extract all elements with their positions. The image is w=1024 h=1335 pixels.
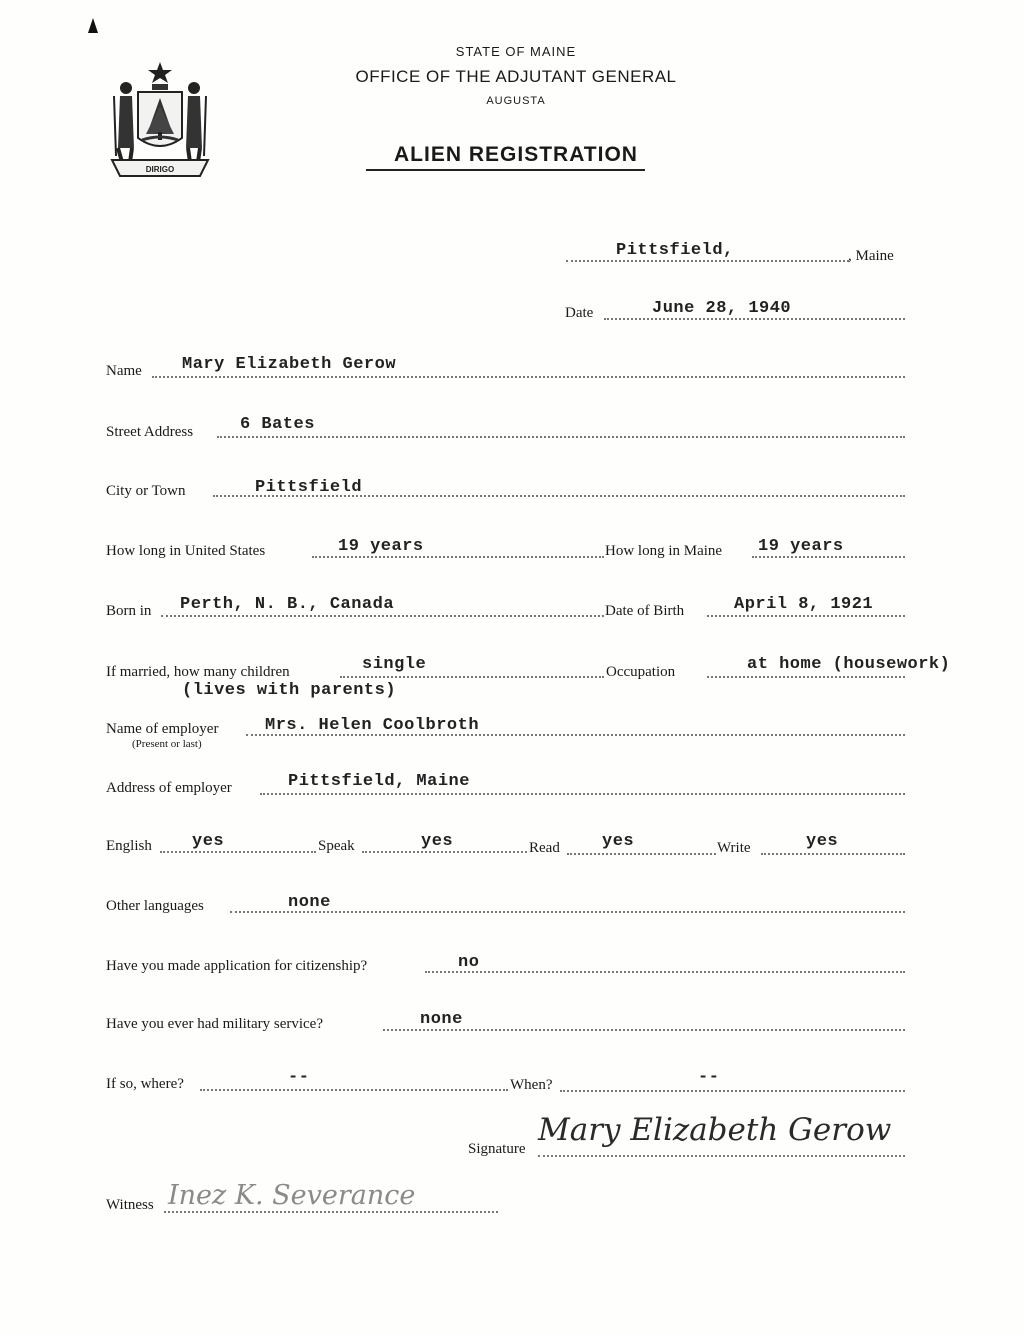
occupation-label: Occupation (606, 664, 676, 680)
dob-value: April 8, 1921 (734, 595, 874, 614)
maine-years-value: 19 years (758, 537, 844, 556)
employer-address-label: Address of employer (106, 780, 232, 796)
english-value: yes (192, 832, 225, 851)
seal-motto: DIRIGO (145, 165, 175, 174)
witness-value: Inez K. Severance (168, 1180, 416, 1211)
where-label: If so, where? (106, 1076, 184, 1092)
signature-line (538, 1155, 905, 1157)
dob-label: Date of Birth (605, 603, 685, 619)
when-label: When? (510, 1077, 553, 1093)
date-label: Date (565, 305, 594, 321)
speak-value: yes (421, 832, 454, 851)
citizenship-label: Have you made application for citizenship? (106, 958, 368, 974)
dob-line (707, 615, 905, 617)
citizenship-line (425, 971, 905, 973)
read-label: Read (529, 840, 560, 856)
write-label: Write (717, 840, 751, 856)
witness-label: Witness (106, 1197, 154, 1213)
english-line (160, 851, 316, 853)
employer-address-value: Pittsfield, Maine (288, 772, 470, 791)
witness-line (164, 1211, 498, 1213)
header-office: OFFICE OF THE ADJUTANT GENERAL (355, 67, 677, 86)
read-value: yes (602, 832, 635, 851)
signature-label: Signature (468, 1141, 526, 1157)
speak-label: Speak (318, 838, 355, 854)
street-label: Street Address (106, 424, 194, 440)
occupation-line (707, 676, 905, 678)
employer-sublabel: (Present or last) (132, 738, 202, 750)
maine-years-line (752, 556, 905, 558)
street-value: 6 Bates (240, 415, 315, 434)
place-value: Pittsfield, (616, 241, 734, 260)
place-line (566, 260, 849, 262)
title-underline (366, 169, 645, 171)
form-title: ALIEN REGISTRATION (394, 143, 638, 166)
born-value: Perth, N. B., Canada (180, 595, 395, 614)
date-value: June 28, 1940 (652, 299, 792, 318)
city-label: City or Town (106, 483, 186, 499)
military-value: none (420, 1010, 463, 1029)
where-value: -- (288, 1068, 310, 1087)
children-line (340, 676, 604, 678)
date-line (604, 318, 905, 320)
city-value: Pittsfield (255, 478, 363, 497)
employer-address-line (260, 793, 905, 795)
where-line (200, 1089, 508, 1091)
employer-label: Name of employer (106, 721, 219, 737)
children-note: (lives with parents) (182, 681, 397, 700)
military-label: Have you ever had military service? (106, 1016, 323, 1032)
ink-mark-icon (86, 16, 100, 34)
street-line (217, 436, 905, 438)
born-label: Born in (106, 603, 152, 619)
speak-line (362, 851, 527, 853)
other-languages-line (230, 911, 905, 913)
other-languages-value: none (288, 893, 331, 912)
name-label: Name (106, 363, 142, 379)
children-value: single (362, 655, 427, 674)
us-years-label: How long in United States (106, 543, 266, 559)
employer-value: Mrs. Helen Coolbroth (265, 716, 480, 735)
signature-value: Mary Elizabeth Gerow (538, 1112, 892, 1148)
military-line (383, 1029, 905, 1031)
occupation-value: at home (housework) (747, 655, 951, 674)
when-line (560, 1090, 905, 1092)
other-languages-label: Other languages (106, 898, 204, 914)
name-line (152, 376, 905, 378)
header-state: STATE OF MAINE (455, 44, 577, 59)
us-years-line (312, 556, 604, 558)
english-label: English (106, 838, 152, 854)
us-years-value: 19 years (338, 537, 424, 556)
read-line (567, 853, 716, 855)
place-suffix: , Maine (848, 248, 894, 264)
when-value: -- (698, 1068, 720, 1087)
born-line (161, 615, 604, 617)
write-value: yes (806, 832, 839, 851)
header-city: AUGUSTA (486, 95, 546, 107)
maine-years-label: How long in Maine (605, 543, 723, 559)
children-label: If married, how many children (106, 664, 290, 680)
citizenship-value: no (458, 953, 480, 972)
write-line (761, 853, 905, 855)
name-value: Mary Elizabeth Gerow (182, 355, 397, 374)
